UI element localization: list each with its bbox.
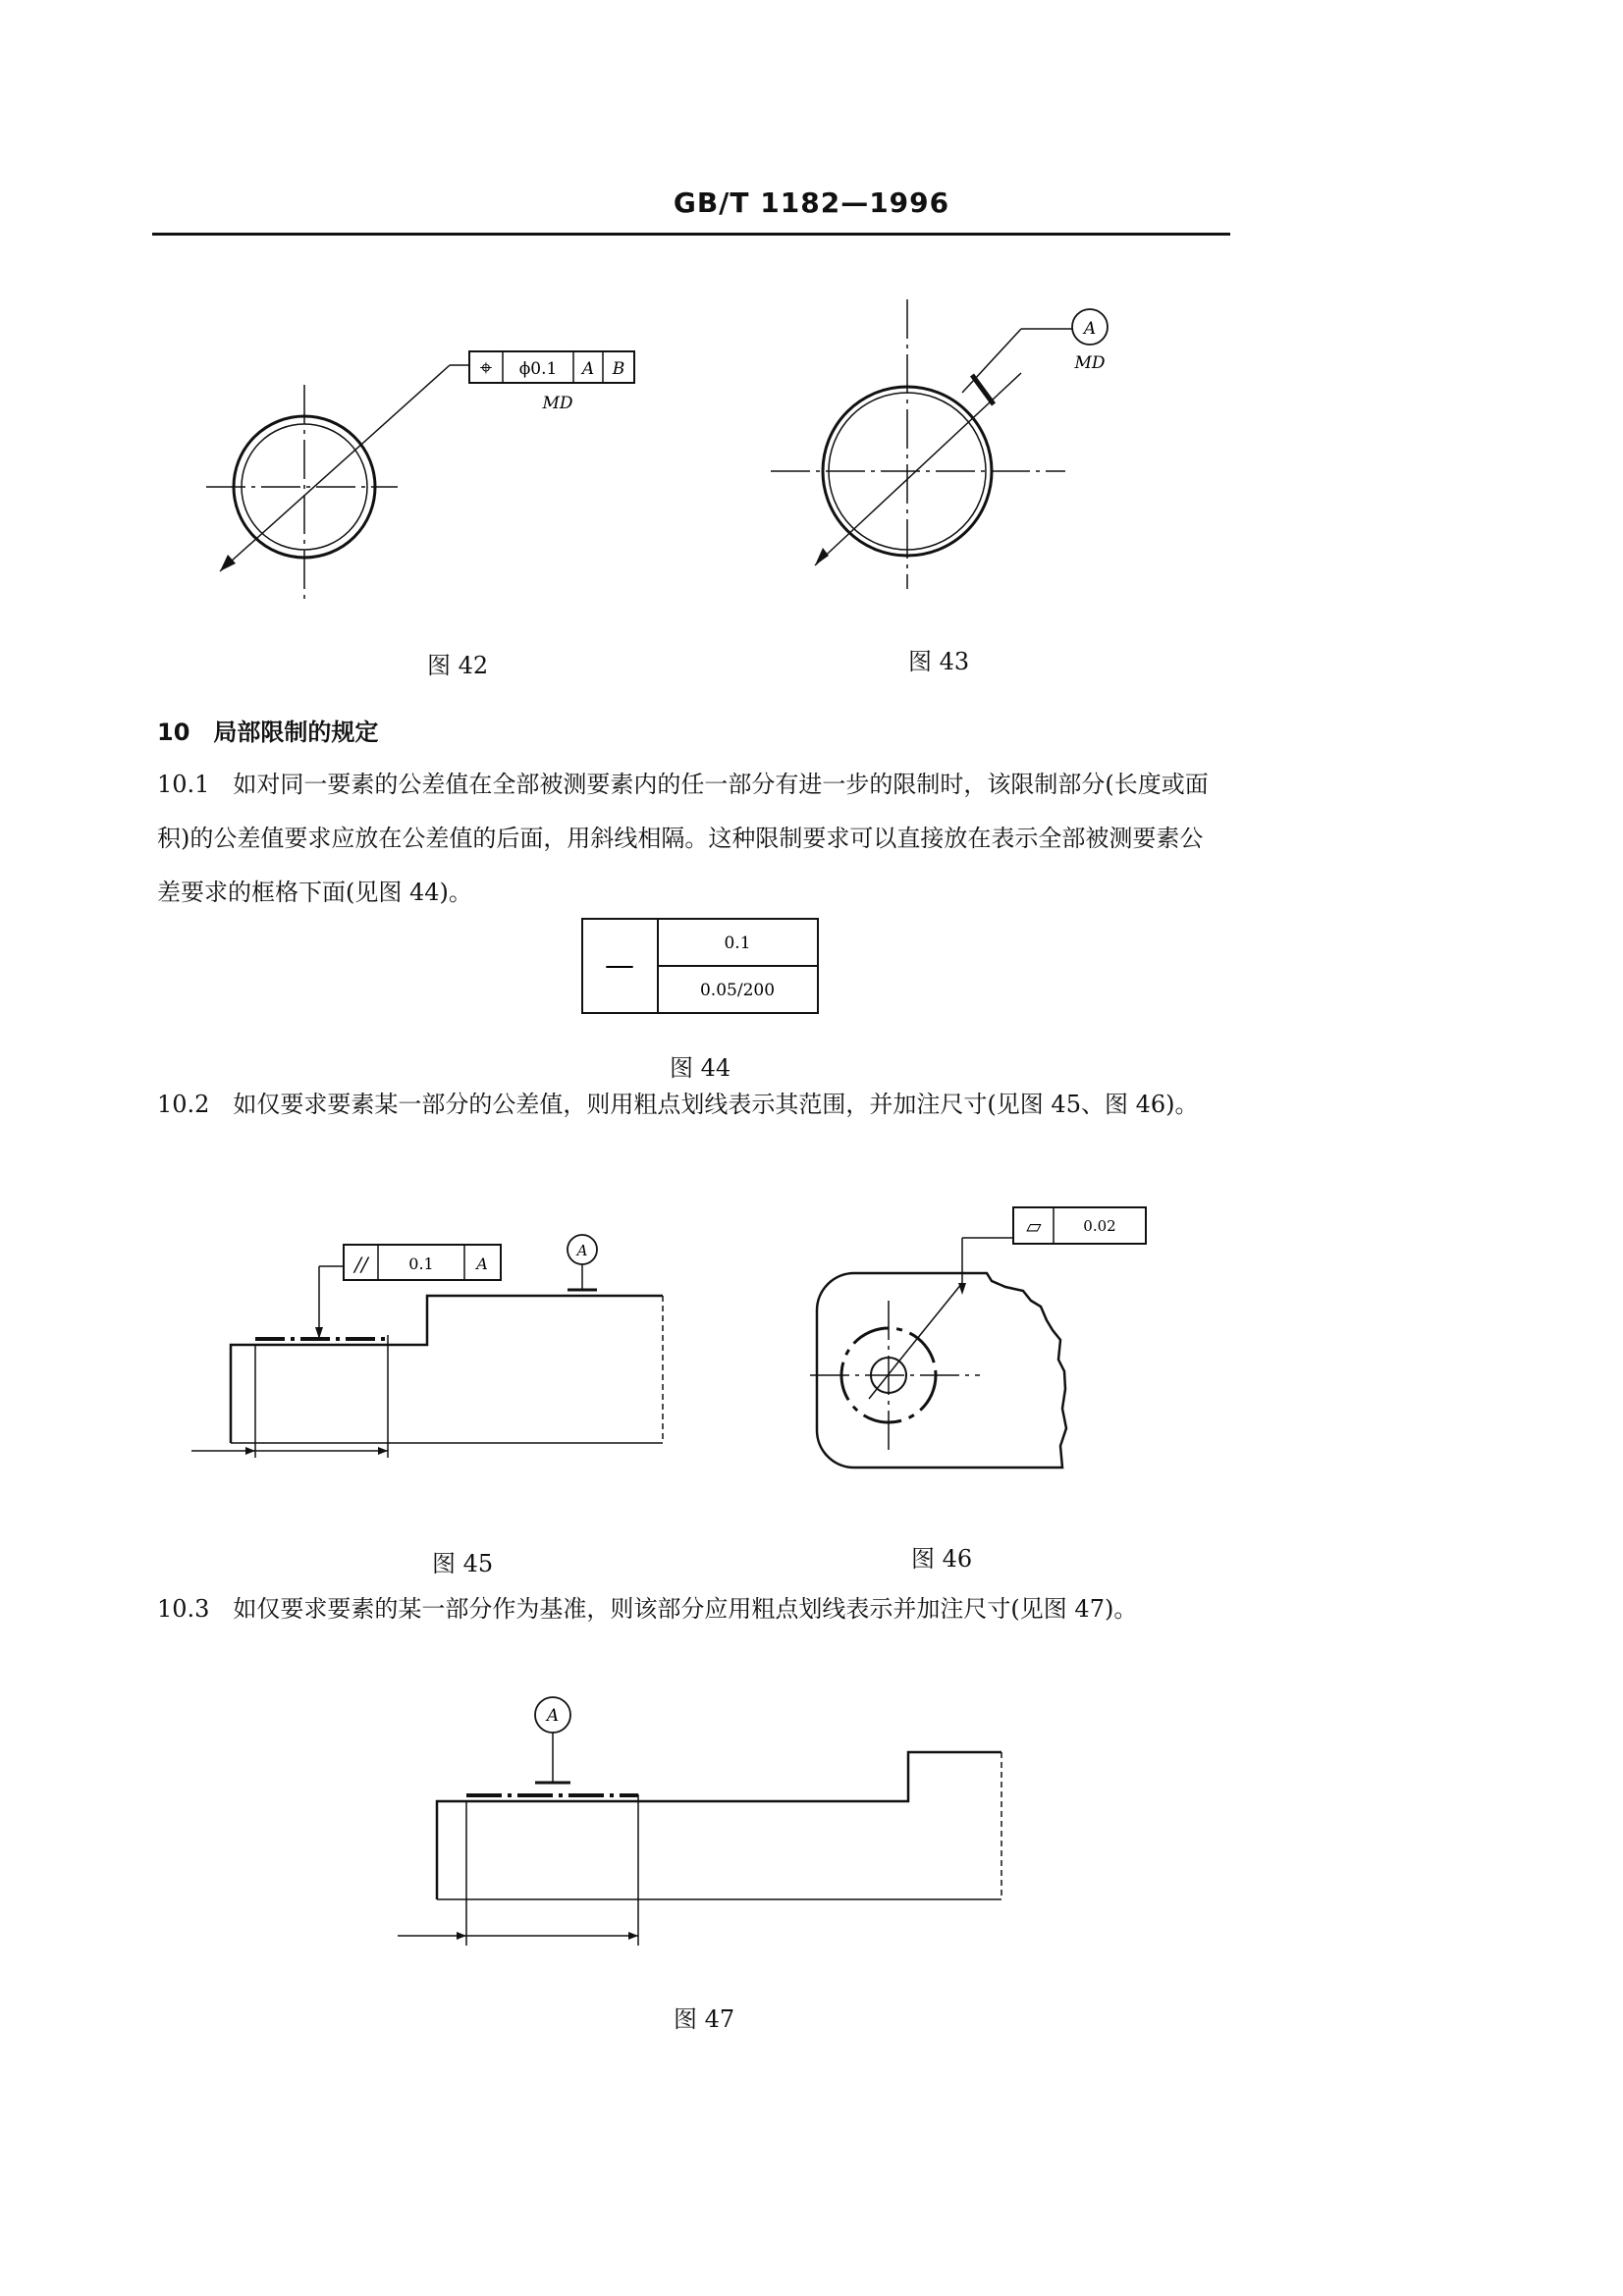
figure-47-drawing bbox=[388, 1688, 1026, 1973]
fig47-datum-label: A bbox=[546, 1706, 560, 1726]
figure-42 bbox=[196, 314, 648, 609]
header-rule bbox=[152, 233, 1230, 236]
figure-44-drawing bbox=[579, 916, 825, 1019]
section-10-heading: 10 局部限制的规定 bbox=[157, 719, 379, 746]
position-icon: ⌖ bbox=[479, 356, 493, 381]
figure-44-caption: 图 44 bbox=[670, 1054, 731, 1082]
figure-46 bbox=[795, 1193, 1159, 1487]
fig42-modifier: MD bbox=[542, 394, 573, 413]
figure-46-caption: 图 46 bbox=[911, 1545, 973, 1573]
figure-42-caption: 图 42 bbox=[427, 652, 489, 679]
fig42-datum-b: B bbox=[612, 359, 625, 379]
figure-45-caption: 图 45 bbox=[432, 1550, 494, 1577]
figure-47-caption: 图 47 bbox=[674, 2005, 735, 2033]
fig43-datum-label: A bbox=[1083, 319, 1097, 339]
fig43-modifier: MD bbox=[1074, 353, 1106, 373]
fig42-datum-a: A bbox=[581, 359, 595, 379]
fig42-tolerance-value: ϕ0.1 bbox=[518, 359, 558, 379]
paragraph-10-1-line-1: 10.1 如对同一要素的公差值在全部被测要素内的任一部分有进一步的限制时，该限制部分(长度或面 bbox=[157, 771, 1209, 798]
paragraph-10-1-line-3: 差要求的框格下面(见图 44)。 bbox=[157, 879, 472, 906]
fig45-datum-reference: A bbox=[476, 1255, 488, 1273]
figure-42-drawing bbox=[196, 314, 648, 609]
parallelism-icon: // bbox=[354, 1253, 368, 1276]
straightness-icon: — bbox=[605, 948, 634, 983]
figure-43-caption: 图 43 bbox=[908, 648, 970, 675]
flatness-icon: ▱ bbox=[1026, 1214, 1042, 1238]
fig45-datum-label: A bbox=[576, 1242, 588, 1259]
fig46-tolerance-value: 0.02 bbox=[1083, 1217, 1116, 1235]
paragraph-10-1 bbox=[157, 758, 1257, 920]
figure-43 bbox=[766, 294, 1159, 609]
figure-45 bbox=[187, 1217, 677, 1472]
figure-44 bbox=[579, 916, 825, 1019]
figure-46-drawing bbox=[795, 1193, 1159, 1487]
fig44-tolerance-top: 0.1 bbox=[724, 934, 751, 953]
fig45-tolerance-value: 0.1 bbox=[408, 1255, 434, 1273]
paragraph-10-3: 10.3 如仅要求要素的某一部分作为基准，则该部分应用粗点划线表示并加注尺寸(见图 47)。 bbox=[157, 1595, 1138, 1623]
fig44-tolerance-bottom: 0.05/200 bbox=[699, 981, 776, 1000]
figure-45-drawing bbox=[187, 1217, 677, 1472]
figure-47 bbox=[388, 1688, 1026, 1973]
figure-43-drawing bbox=[766, 294, 1159, 609]
document-header: GB/T 1182—1996 bbox=[673, 187, 950, 219]
paragraph-10-1-line-2: 积)的公差值要求应放在公差值的后面，用斜线相隔。这种限制要求可以直接放在表示全部被测要素公 bbox=[157, 825, 1204, 852]
paragraph-10-2: 10.2 如仅要求要素某一部分的公差值，则用粗点划线表示其范围，并加注尺寸(见图 45、图 46)。 bbox=[157, 1091, 1199, 1118]
